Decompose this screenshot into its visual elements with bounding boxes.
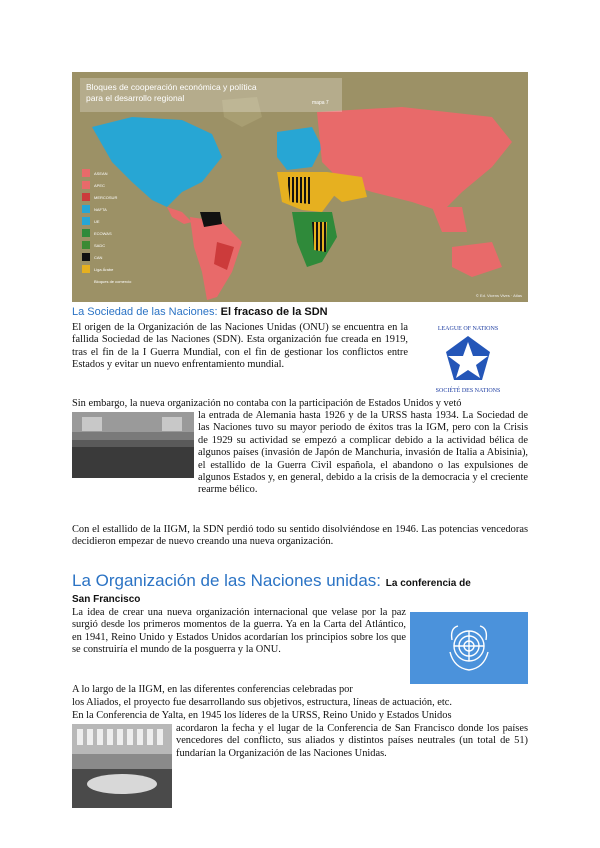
section2-paragraph2-line2: los Aliados, el proyecto fue desarrollando sus objetivos, estructura, líneas de actuación, etc. [72, 697, 453, 708]
logo-top-text: LEAGUE OF NATIONS [437, 326, 499, 332]
map-title [86, 82, 257, 104]
legend-label: NAFTA [94, 206, 107, 212]
legend-item [82, 191, 154, 203]
legend-item [82, 263, 154, 275]
map-number-label: mapa 7 [312, 100, 329, 106]
conference-photo [72, 724, 172, 808]
section2-paragraph2-rest: acordaron la fecha y el lugar de la Conferencia de San Francisco donde los países vencedores del conflicto, sus aliados y distintos países neutrales (un total de 51) fundarían la Organización de las Naciones Unidas. [176, 723, 528, 759]
section1-heading-blue: La Sociedad de las Naciones: [72, 306, 218, 318]
logo-bottom-text: SOCIÉTÉ DES NATIONS [435, 388, 501, 394]
legend-item [82, 167, 154, 179]
legend-item [82, 215, 154, 227]
legend-label: SADC [94, 242, 106, 248]
section2-heading-line2: San Francisco [72, 594, 141, 605]
section2-paragraph1: La idea de crear una nueva organización internacional que velase por la paz surgió desde los primeros momentos de la guerra. Ya en la Carta del Atlántico, en 1941, Reino Unido y Estados Unidos acordarían los principios sobre los que se construiría el mundo de la posguerra y la ONU. [72, 607, 406, 656]
legend-label: ASEAN [94, 170, 108, 176]
league-of-nations-logo [418, 322, 518, 394]
legend-swatch [82, 241, 90, 249]
section1-paragraph2-rest: la entrada de Alemania hasta 1926 y de la URSS hasta 1934. La Sociedad de las Naciones tuvo su mayor periodo de éxitos tras la IGM, pero con la Crisis de 1929 su actividad se empezó a complicar debido a la actividad bélica de algunos países (invasión de Japón de Manchuria, invasión de Italia a Abisinia), el estallido de la Guerra Civil española, el abandono o las expulsiones de algunos Estados y, en general, debido a la crisis de la democracia y el creciente rearme bélico. [198, 410, 528, 496]
un-flag [410, 612, 528, 684]
legend-label: MERCOSUR [94, 194, 118, 200]
legend-swatch [82, 169, 90, 177]
legend-label: APEC [94, 182, 105, 188]
legend-item [82, 251, 154, 263]
legend-label: ECOWAS [94, 230, 112, 236]
legend-label: CAN [94, 254, 103, 260]
section2-paragraph2-line3: En la Conferencia de Yalta, en 1945 los líderes de la URSS, Reino Unido y Estados Unidos [72, 710, 452, 721]
legend-swatch [82, 253, 90, 261]
legend-swatch [82, 181, 90, 189]
assembly-photo [72, 412, 194, 478]
map-legend [82, 167, 154, 287]
legend-label: Bloques de comercio [94, 278, 132, 284]
legend-swatch [82, 217, 90, 225]
legend-item [82, 203, 154, 215]
section2-heading [72, 571, 471, 591]
section1-paragraph3: Con el estallido de la IIGM, la SDN perdió todo su sentido disolviéndose en 1946. Las potencias vencedoras decidieron empezar de nuevo creando una nueva organización. [72, 524, 528, 548]
legend-item [82, 227, 154, 239]
section1-heading-bold: El fracaso de la SDN [220, 306, 328, 318]
map-title-line1: Bloques de cooperación económica y política [86, 82, 257, 92]
legend-item [82, 239, 154, 251]
legend-swatch [82, 229, 90, 237]
legend-item [82, 275, 154, 287]
map-title-line2: para el desarrollo regional [86, 93, 185, 103]
section2-paragraph2-line1: A lo largo de la IIGM, en las diferentes conferencias celebradas por [72, 684, 353, 695]
legend-swatch [82, 205, 90, 213]
section1-paragraph2-line1: Sin embargo, la nueva organización no contaba con la participación de Estados Unidos y vetó [72, 398, 462, 409]
section2-heading-main: La Organización de las Naciones unidas: [72, 571, 382, 590]
section1-paragraph1: El origen de la Organización de las Naciones Unidas (ONU) se encuentra en la fallida Sociedad de las Naciones (SDN). Esta organización fue creada en 1919, tras el fin de la I Guerra Mundial, con el fin de gestionar los conflictos entre Estados y evitar un nuevo enfrentamiento mundial. [72, 322, 408, 371]
legend-swatch [82, 277, 90, 285]
legend-swatch [82, 193, 90, 201]
legend-label: UE [94, 218, 100, 224]
section1-heading [72, 306, 328, 318]
legend-swatch [82, 265, 90, 273]
map-credit: © Ed. Vicens Vives · Atlas [475, 293, 522, 298]
section2-heading-small: La conferencia de [385, 578, 471, 589]
regional-blocs-map [72, 72, 528, 302]
legend-label: Liga Árabe [94, 266, 114, 272]
legend-item [82, 179, 154, 191]
